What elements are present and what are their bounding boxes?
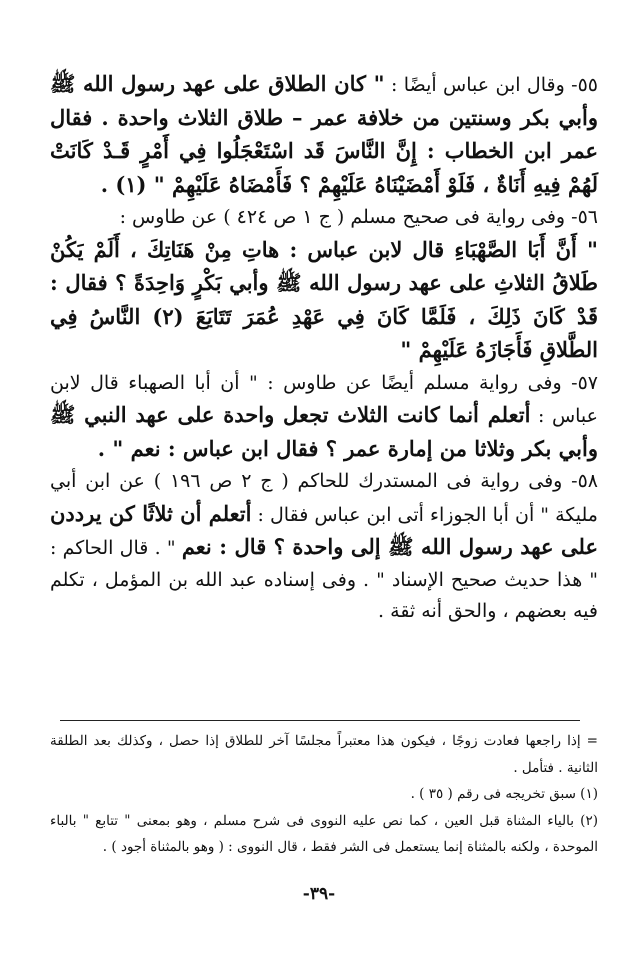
main-text [50, 68, 598, 628]
paragraph-58 [50, 466, 598, 628]
paragraph-58-quote: أتعلم أن ثلاثًا كن يرددن على عهد رسول الله ﷺ إلى واحدة ؟ قال : نعم [50, 500, 598, 559]
paragraph-55-intro: ٥٥- وقال ابن عباس أيضًا : [384, 74, 599, 96]
footnote-2: (٢) بالياء المثناة قبل العين ، كما نص عليه النووى فى شرح مسلم ، وهو بمعنى " تتابع " بالباء الموحدة ، ولكنه بالمثناة إنما يستعمل فى الشر فقط ، قال النووى : ( وهو بالمثناة أجود ) . [50, 812, 598, 855]
paragraph-58-outro: " . قال الحاكم : " هذا حديث صحيح الإسناد " . وفى إسناده عبد الله بن المؤمل ، تكلم فيه بعضهم ، والحق أنه ثقة . [50, 537, 598, 622]
paragraph-55 [50, 68, 598, 202]
page-number: -٣٩- [302, 884, 336, 904]
paragraph-56-quote: " أَنَّ أَبَا الصَّهْبَاءِ قال لابن عباس : هاتِ مِنْ هَنَاتِكَ ، أَلَمْ يَكُنْ طَلاقُ الثلاثِ على عهد رسول الله ﷺ وأبي بَكْرٍ وَاحِدَةً ؟ فقال : قَدْ كَانَ ذَلِكَ ، فَلَمَّا كَانَ فِي عَهْدِ عُمَرَ تَتَايَعَ (٢) النَّاسُ فِي الطَّلاقِ فَأَجَازَهُ عَلَيْهِمْ " [50, 236, 599, 362]
paragraph-57 [50, 368, 598, 467]
paragraph-55-quote: " كان الطلاق على عهد رسول الله ﷺ وأبي بكر وسنتين من خلافة عمر – طلاق الثلاث واحدة . فقال عمر ابن الخطاب : إِنَّ النَّاسَ قَد اسْتَعْجَلُوا فِي أَمْرٍ قَـدْ كَانَتْ لَهُمْ فِيهِ أَنَاةٌ ، فَلَوْ أَمْضَيْنَاهُ عَلَيْهِمْ ؟ فَأَمْضَاهُ عَلَيْهِمْ " (١) . [50, 71, 598, 197]
paragraph-58-intro: ٥٨- وفى رواية فى المستدرك للحاكم ( ج ٢ ص ١٩٦ ) عن ابن أبي مليكة " أن أبا الجوزاء أتى ابن عباس فقال : [50, 470, 598, 526]
paragraph-56-intro: ٥٦- وفى رواية فى صحيح مسلم ( ج ١ ص ٤٢٤ ) عن طاوس : [119, 206, 598, 228]
paragraph-56 [50, 202, 598, 368]
footnote-1: (١) سبق تخريجه فى رقم ( ٣٥ ) . [410, 786, 598, 802]
footnote-continuation: = إذا راجعها فعادت زوجًا ، فيكون هذا معتبراً مجلسًا آخر للطلاق إذا حصل ، وكذلك بعد الطلقة الثانية . فتأمل . [50, 733, 598, 776]
paragraph-57-quote: أتعلم أنما كانت الثلاث تجعل واحدة على عهد النبي ﷺ وأبي بكر وثلاثا من إمارة عمر ؟ فقال ابن عباس : نعم " . [50, 402, 598, 461]
paragraph-57-intro: ٥٧- وفى رواية مسلم أيضًا عن طاوس : " أن أبا الصهباء قال لابن عباس : [50, 371, 598, 427]
footnotes [50, 728, 598, 861]
footnote-separator [60, 720, 580, 721]
